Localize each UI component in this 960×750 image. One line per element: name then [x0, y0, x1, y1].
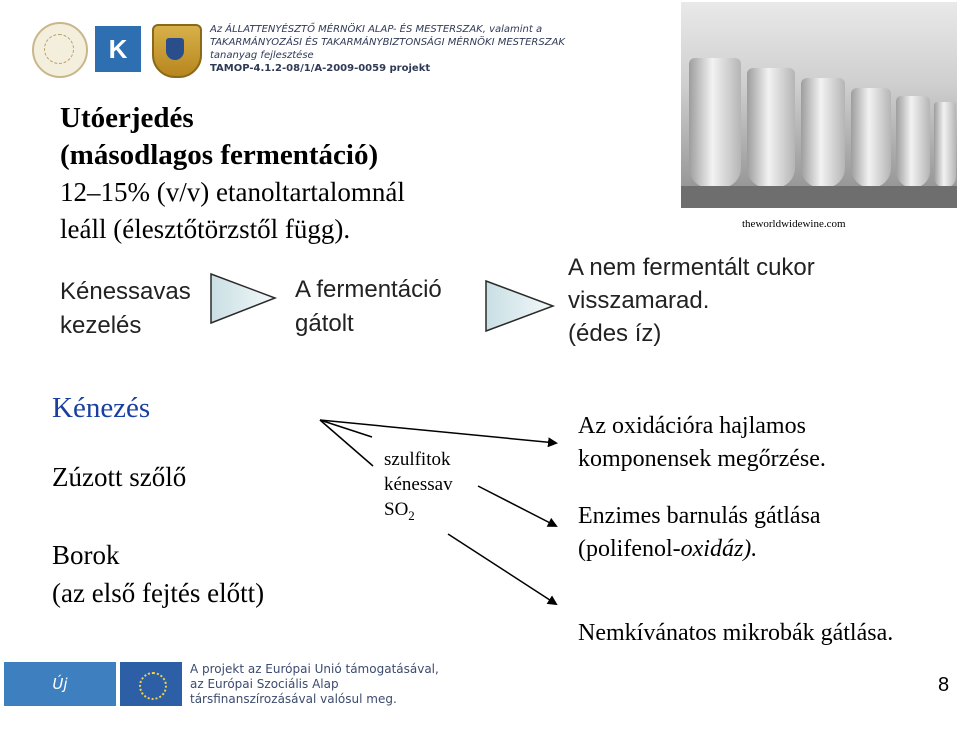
footer-line-3: társfinanszírozásával valósul meg. — [190, 692, 397, 706]
effect-2-line-2: (polifenol-oxidáz). — [578, 536, 758, 562]
yeast-dependence-text: leáll (élesztőtörzstől függ). — [60, 214, 351, 244]
page-number: 8 — [938, 674, 950, 696]
header-line-3: tananyag fejlesztése — [210, 50, 314, 61]
arrow-to-effect-3 — [448, 534, 556, 604]
section-title-utoerjedes: Utóerjedés — [60, 102, 194, 134]
header-line-1: Az ÁLLATTENYÉSZTŐ MÉRNÖKI ALAP- ÉS MESTERSZAK, valamint a — [210, 24, 543, 35]
footer-line-2: az Európai Szociális Alap — [190, 677, 339, 691]
agent-sulfites: szulfitok — [384, 449, 451, 470]
arrow-to-effect-2 — [478, 486, 556, 526]
flow-step-3-line-2: visszamarad. — [568, 287, 710, 314]
agent-so2: $SO_2$ — [384, 499, 415, 523]
section-title-kenezes: Kénezés — [52, 392, 151, 424]
flow-step-2-line-2: gátolt — [295, 310, 354, 337]
application-wines-line-2: (az első fejtés előtt) — [52, 578, 265, 608]
header-line-2: TAKARMÁNYOZÁSI ÉS TAKARMÁNYBIZTONSÁGI MÉRNÖKI MESTERSZAK — [210, 37, 565, 48]
flow-step-3-line-3: (édes íz) — [568, 320, 662, 347]
ethanol-threshold-text: 12–15% (v/v) etanoltartalomnál — [60, 177, 405, 207]
application-crushed-grapes: Zúzott szőlő — [52, 462, 187, 492]
effect-3: Nemkívánatos mikrobák gátlása. — [578, 620, 894, 646]
flow-step-3-line-1: A nem fermentált cukor — [568, 254, 815, 281]
section-subtitle: (másodlagos fermentáció) — [60, 139, 379, 171]
flow-arrow-1 — [211, 274, 275, 323]
effect-2-line-1: Enzimes barnulás gátlása — [578, 503, 821, 529]
flow-arrow-2 — [486, 281, 553, 331]
k-logo: K — [95, 26, 141, 72]
agent-sulfurous-acid: kénessav — [384, 474, 453, 495]
header-project-code: TAMOP-4.1.2-08/1/A-2009-0059 projekt — [210, 63, 431, 74]
flow-step-2-line-1: A fermentáció — [295, 276, 442, 303]
application-wines-line-1: Borok — [52, 540, 120, 570]
effect-1-line-2: komponensek megőrzése. — [578, 446, 826, 472]
uj-magyarorszag-logo: Új Magyarország — [4, 662, 116, 706]
flow-step-1-line-2: kezelés — [60, 312, 142, 339]
eu-flag-logo — [120, 662, 182, 706]
footer-line-1: A projekt az Európai Unió támogatásával, — [190, 662, 439, 676]
effect-1-line-1: Az oxidációra hajlamos — [578, 413, 806, 439]
fan-line-bottom — [320, 420, 373, 466]
photo-credit: theworldwidewine.com — [742, 218, 846, 230]
flow-step-1-line-1: Kénessavas — [60, 278, 191, 305]
